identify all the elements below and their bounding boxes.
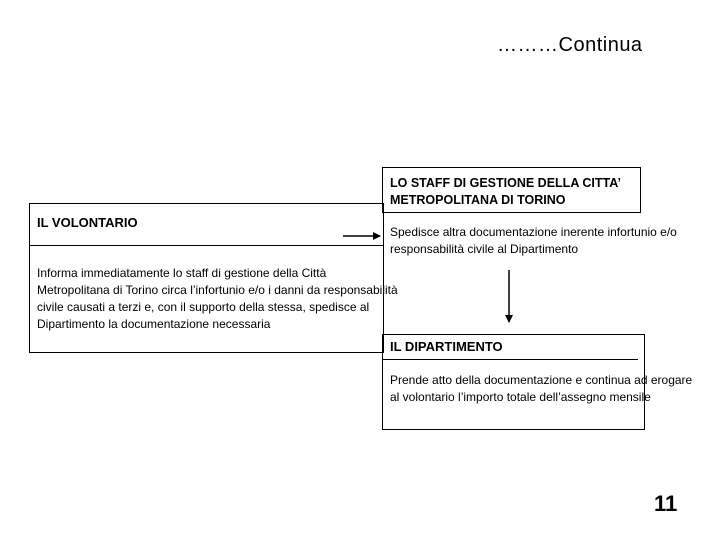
- volontario-body: Informa immediatamente lo staff di gestione della Città Metropolitana di Torino circa l’infortunio e/o i danni da responsabilità civile causati a terzi e, con il supporto della stessa, spedisce al Dipartimento la documentazione necessaria: [37, 266, 398, 331]
- dipartimento-body: Prende atto della documentazione e continua ad erogare al volontario l’importo totale dell’assegno mensile: [390, 373, 693, 404]
- page-number: 11: [654, 491, 678, 516]
- staff-title: LO STAFF DI GESTIONE DELLA CITTA’ METROPOLITANA DI TORINO: [390, 176, 621, 207]
- staff-body: Spedisce altra documentazione inerente infortunio e/o responsabilità civile al Dipartimento: [390, 225, 677, 256]
- continua-label: ………Continua: [497, 34, 643, 56]
- volontario-title: IL VOLONTARIO: [37, 215, 138, 230]
- dipartimento-title: IL DIPARTIMENTO: [390, 339, 503, 354]
